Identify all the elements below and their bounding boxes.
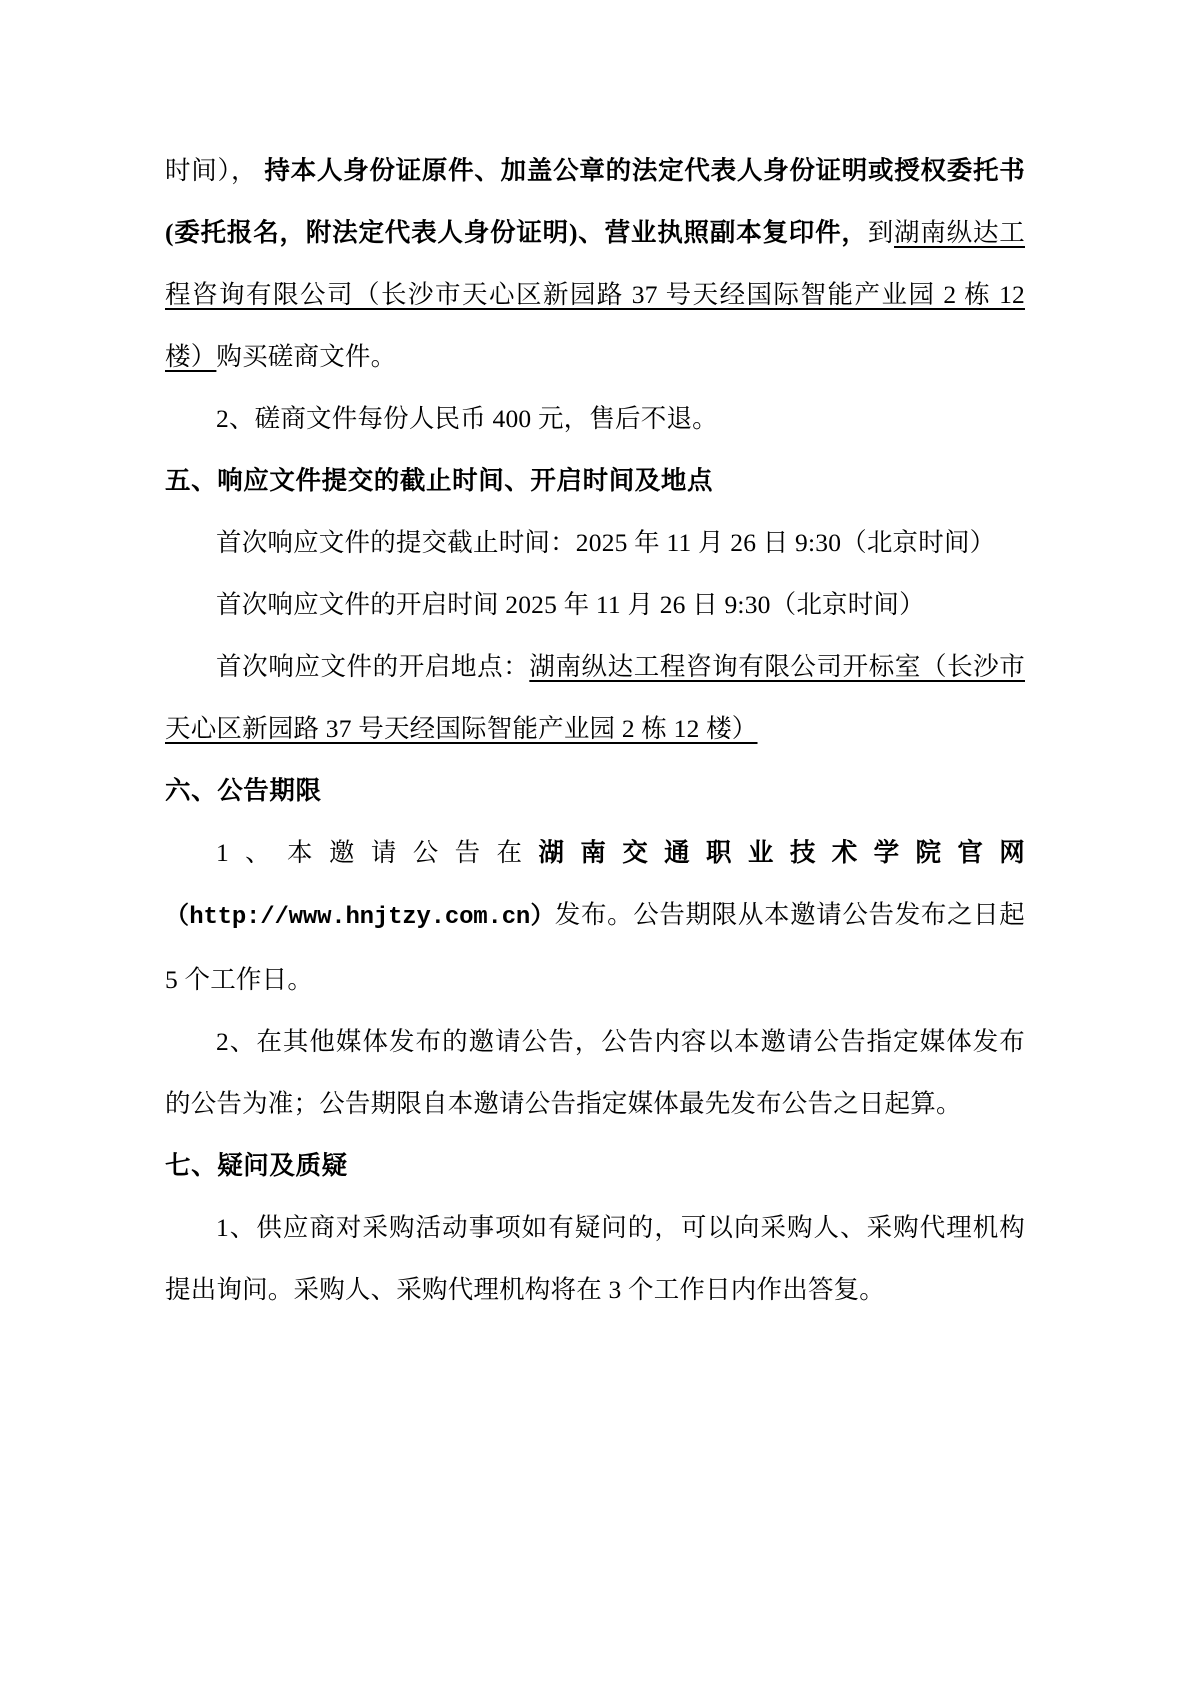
text-segment: 时间），: [165, 156, 265, 185]
text-segment-bold: 持本人身份证原件、加盖公章的法定代表人身份证明或授权委托书(委托报名，附法定代表人身份证明)、营业执照副本复印件，: [165, 156, 1025, 247]
paragraph-announcement-website: [165, 822, 1025, 1011]
text-segment: 到: [867, 218, 895, 247]
text-segment-underline: 湖南纵达工程咨询有限公司（长沙市天心区新园路 37 号天经国际智能产业园 2 栋 12 楼）: [165, 218, 1025, 371]
paragraph-purchase-documents: [165, 140, 1025, 388]
paragraph-submission-deadline: [165, 512, 1025, 574]
text-segment-underline: 湖南纵达工程咨询有限公司开标室（长沙市天心区新园路 37 号天经国际智能产业园 2 栋 12 楼）: [165, 652, 1025, 743]
text-segment: 1、本邀请公告在: [216, 838, 539, 867]
text-segment: 1、供应商对采购活动事项如有疑问的，可以向采购人、采购代理机构提出询问。采购人、采购代理机构将在 3 个工作日内作出答复。: [165, 1213, 1025, 1304]
text-segment: 2、磋商文件每份人民币 400 元，售后不退。: [216, 404, 718, 433]
text-segment: 2、在其他媒体发布的邀请公告，公告内容以本邀请公告指定媒体发布的公告为准；公告期限自本邀请公告指定媒体最先发布公告之日起算。: [165, 1027, 1025, 1118]
text-segment: 首次响应文件的提交截止时间：2025 年 11 月 26 日 9:30（北京时间）: [216, 528, 996, 557]
heading-section-six: 六、公告期限: [165, 776, 322, 805]
paragraph-document-fee: [165, 388, 1025, 450]
text-segment-bold: 湖南交通职业技术学院官网: [538, 838, 1026, 867]
heading-section-five: 五、响应文件提交的截止时间、开启时间及地点: [165, 466, 714, 495]
paragraph-opening-location: [165, 636, 1025, 760]
text-segment: 首次响应文件的开启地点：: [216, 652, 530, 681]
text-segment: 首次响应文件的开启时间 2025 年 11 月 26 日 9:30（北京时间）: [216, 590, 925, 619]
text-segment: 发布。公告期限从本邀请公告发布之日起 5 个工作日。: [165, 900, 1025, 994]
paragraph-opening-time: [165, 574, 1025, 636]
heading-section-seven: 七、疑问及质疑: [165, 1151, 348, 1180]
text-segment: 购买磋商文件。: [216, 342, 397, 371]
paragraph-other-media: [165, 1011, 1025, 1135]
document-body: [165, 140, 1025, 1321]
announcement-url: （http://www.hnjtzy.com.cn）: [165, 904, 555, 931]
paragraph-inquiry-reply: [165, 1197, 1025, 1321]
